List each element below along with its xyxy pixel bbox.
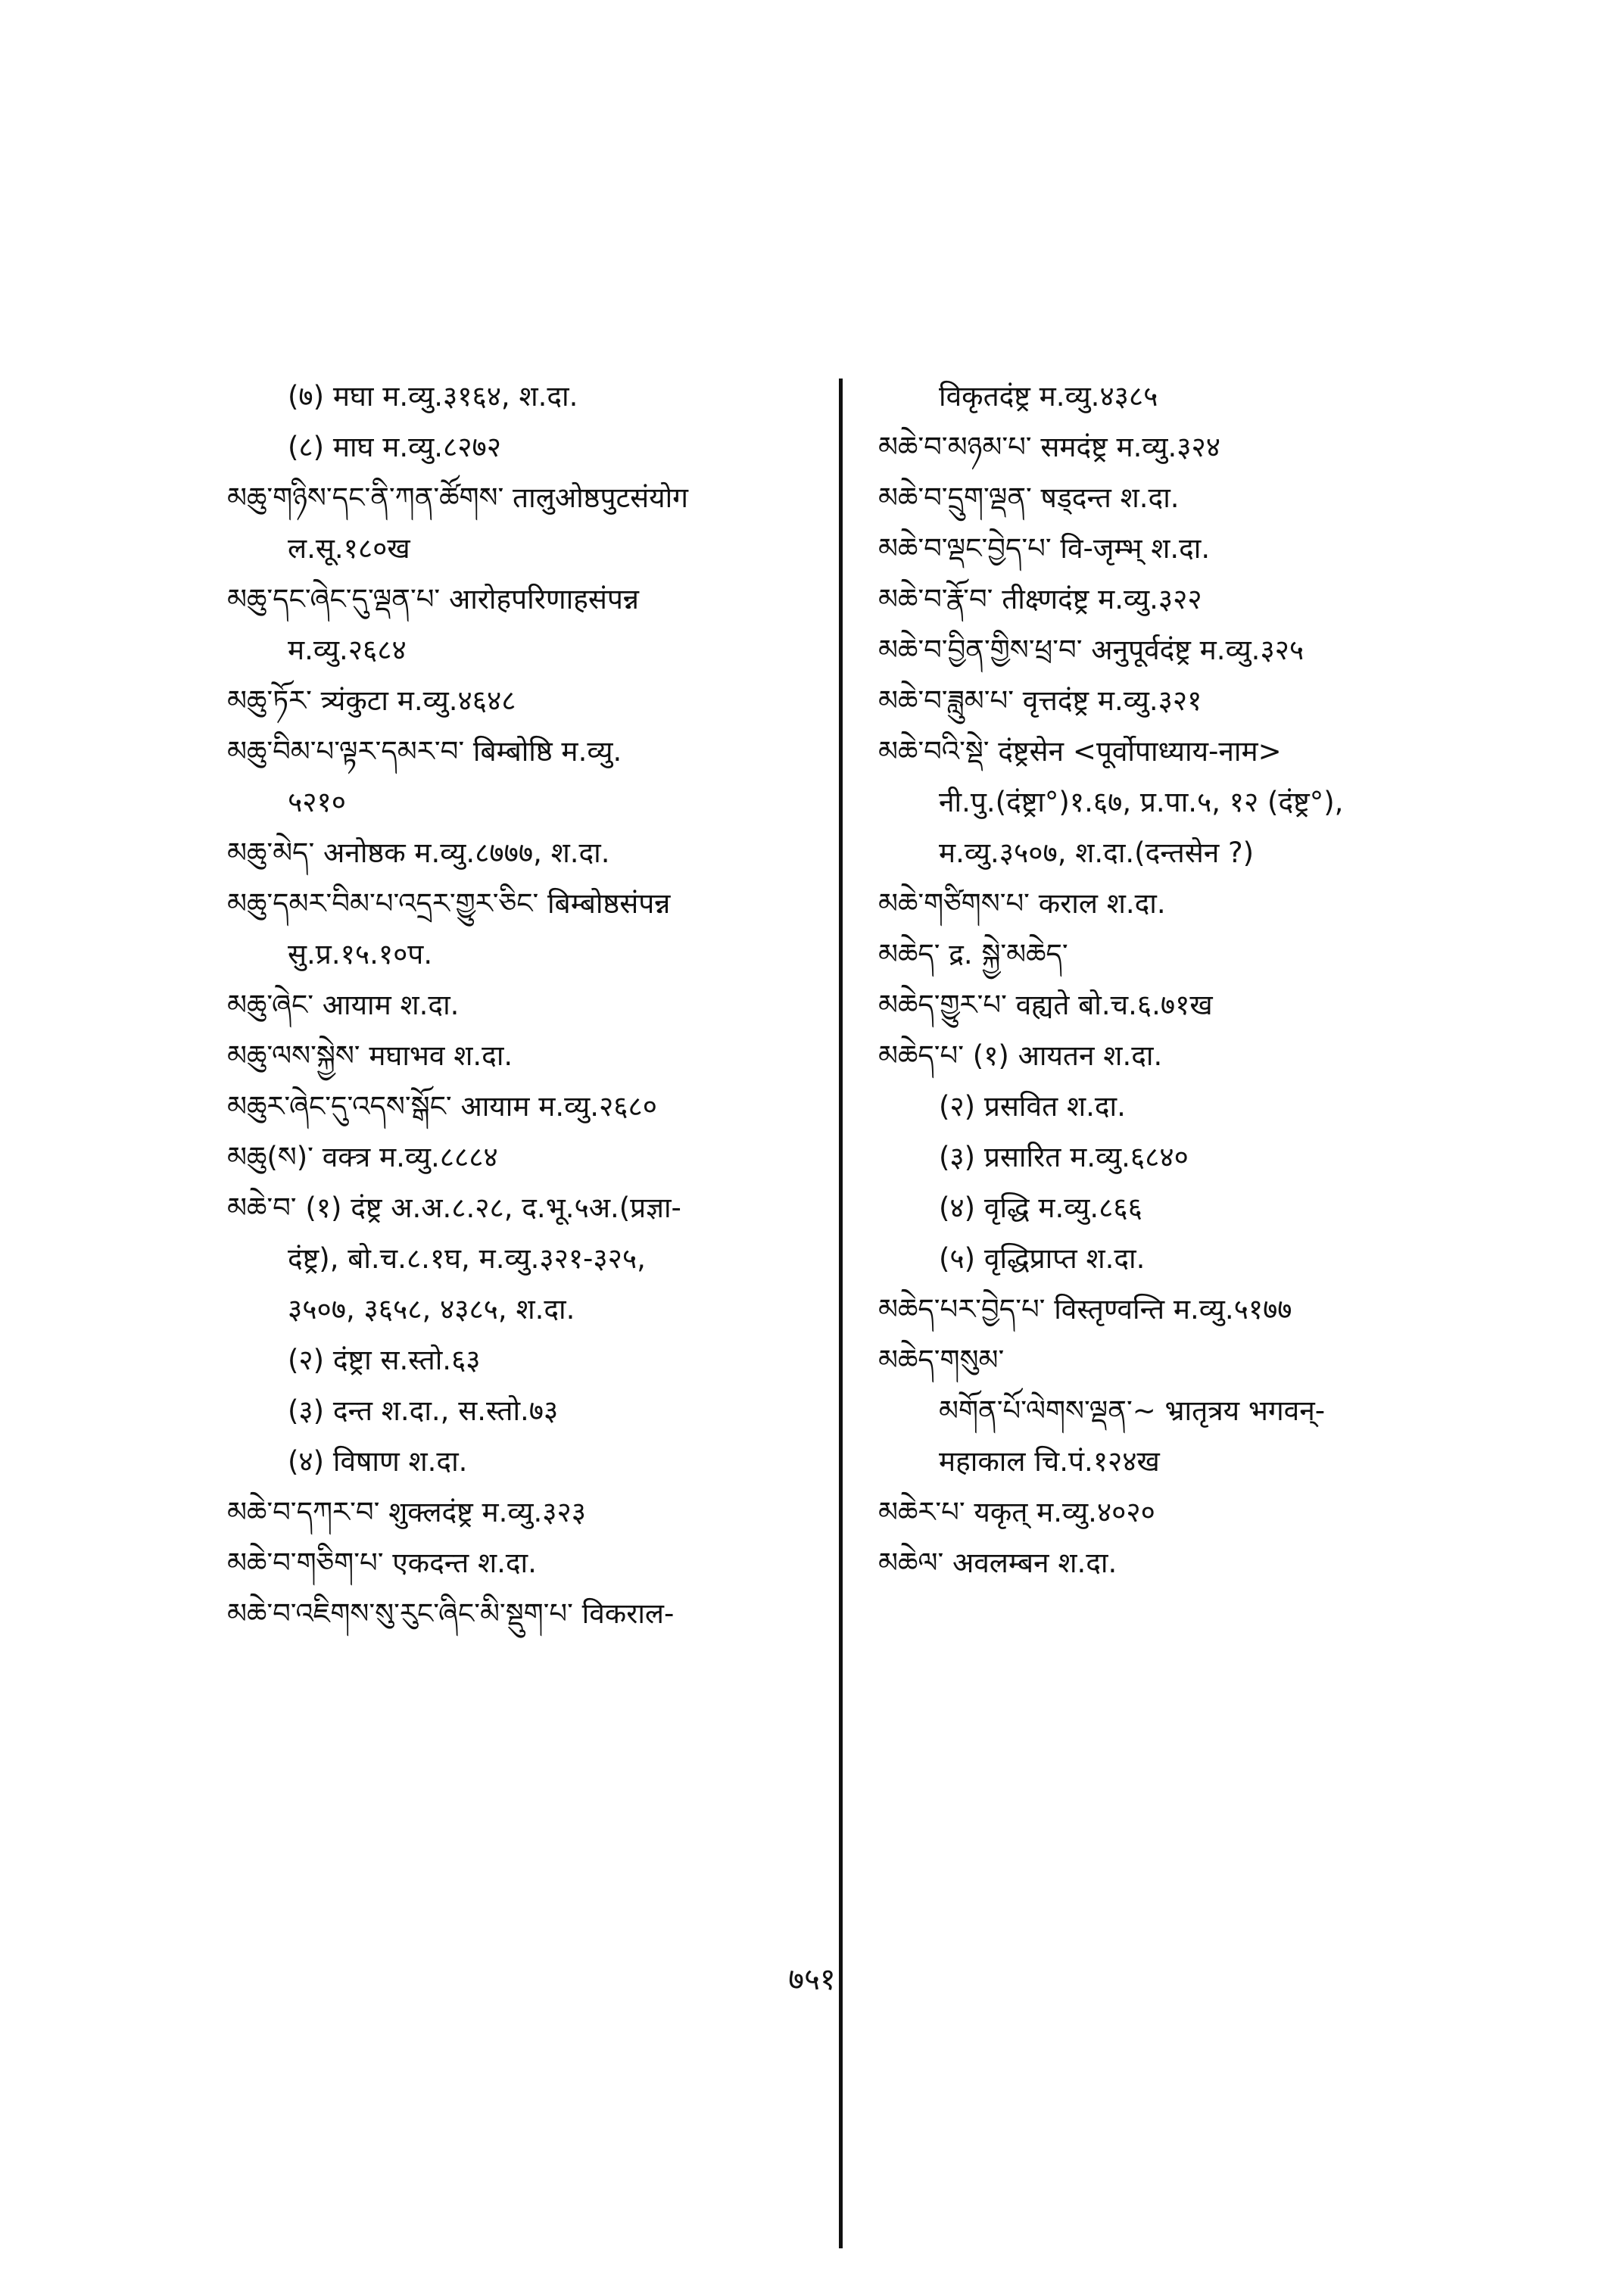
right-column: [878, 371, 1454, 1588]
dictionary-entry-line: མཆུ་བིམ་པ་ལྟར་དམར་བ་ बिम्बोष्ठि म.व्यु.: [227, 735, 622, 768]
dictionary-entry-line: མཆེ་བ་ (१) दंष्ट्र अ.अ.८.२८, द.भू.५अ.(प्रज्ञा-: [227, 1192, 681, 1224]
dictionary-entry-line: ल.सू.१८०ख: [288, 532, 410, 565]
dictionary-entry-line: མཆེ་བ་གཅིག་པ་ एकदन्त श.दा.: [227, 1547, 537, 1579]
dictionary-entry-line: (३) दन्त श.दा., स.स्तो.७३: [288, 1394, 559, 1427]
dictionary-entry-line: མཆེ་བ་མཉམ་པ་ समदंष्ट्र म.व्यु.३२४: [878, 431, 1220, 463]
dictionary-entry-line: མཆེ་བ་རྣོ་བ་ तीक्ष्णदंष्ट्र म.व्यु.३२२: [878, 583, 1202, 615]
dictionary-entry-line: མཆེད་ द्र. སྐྱེ་མཆེད་: [878, 938, 1068, 970]
dictionary-entry-line: མཆེ་གཙིགས་པ་ कराल श.दा.: [878, 887, 1166, 920]
dictionary-entry-line: མཆུ་དམར་བིམ་པ་འདྲར་གྱུར་ཅིང་ बिम्बोष्ठसंपन्न: [227, 887, 671, 920]
dictionary-entry-line: མཆེ་བ་བྱིན་གྱིས་ཕྲ་བ་ अनुपूर्वदंष्ट्र म.व्यु.३२५: [878, 634, 1304, 666]
left-column: [227, 371, 833, 1639]
dictionary-entry-line: (४) वृद्धि म.व्यु.८६६: [939, 1192, 1142, 1224]
dictionary-entry-line: མཆེད་གྱུར་པ་ वह्यते बो.च.६.७१ख: [878, 989, 1213, 1021]
dictionary-entry-line: མཆེད་པ་ (१) आयतन श.दा.: [878, 1039, 1163, 1072]
dictionary-entry-line: (२) प्रसवित श.दा.: [939, 1090, 1126, 1123]
dictionary-entry-line: (४) विषाण श.दा.: [288, 1445, 468, 1478]
dictionary-entry-line: (७) मघा म.व्यु.३१६४, श.दा.: [288, 380, 578, 413]
dictionary-entry-line: མཆེད་པར་བྱེད་པ་ विस्तृण्वन्ति म.व्यु.५१७७: [878, 1293, 1292, 1326]
dictionary-entry-line: विकृतदंष्ट्र म.व्यु.४३८५: [939, 380, 1158, 413]
dictionary-entry-line: མཆུ(ས)་ वक्त्र म.व्यु.८८८४: [227, 1141, 498, 1173]
dictionary-entry-line: (३) प्रसारित म.व्यु.६८४०: [939, 1141, 1189, 1173]
dictionary-entry-line: མཆུ་དང་ཞེང་དུ་ལྡན་པ་ आरोहपरिणाहसंपन्न: [227, 583, 639, 615]
dictionary-entry-line: महाकाल चि.पं.१२४ख: [939, 1445, 1160, 1478]
dictionary-entry-line: མཆུ་མེད་ अनोष्ठक म.व्यु.८७७७, श.दा.: [227, 837, 610, 869]
dictionary-entry-line: མཆུ་ལས་སྐྱེས་ मघाभव श.दा.: [227, 1039, 513, 1072]
dictionary-entry-line: མཆུ་ཏོར་ त्र्यंकुटा म.व्यु.४६४८: [227, 684, 516, 717]
page-number: ७५१: [788, 1962, 836, 1997]
dictionary-entry-line: མཆེད་གསུམ་: [878, 1344, 1005, 1376]
dictionary-entry-line: མཆུ་ཞེང་ आयाम श.दा.: [227, 989, 460, 1021]
dictionary-entry-line: दंष्ट्र), बो.च.८.१घ, म.व्यु.३२१-३२५,: [288, 1242, 646, 1275]
dictionary-entry-line: ३५०७, ३६५८, ४३८५, श.दा.: [288, 1293, 575, 1326]
dictionary-entry-line: (५) वृद्धिप्राप्त श.दा.: [939, 1242, 1146, 1275]
dictionary-entry-line: མཆེ་བའི་སྡེ་ दंष्ट्रसेन <पूर्वोपाध्याय-नाम>: [878, 735, 1282, 768]
dictionary-entry-line: म.व्यु.३५०७, श.दा.(दन्तसेन ?): [939, 837, 1255, 869]
dictionary-entry-line: མཆེར་པ་ यकृत् म.व्यु.४०२०: [878, 1496, 1155, 1528]
dictionary-entry-line: (८) माघ म.व्यु.८२७२: [288, 431, 501, 463]
dictionary-entry-line: མཆེ་བ་དཀར་བ་ शुक्लदंष्ट्र म.व्यु.३२३: [227, 1496, 587, 1528]
dictionary-entry-line: མཆེ་བ་ཟླུམ་པ་ वृत्तदंष्ट्र म.व्यु.३२१: [878, 684, 1202, 717]
dictionary-entry-line: सु.प्र.१५.१०प.: [288, 938, 433, 970]
dictionary-entry-line: མཆེ་བ་འཇིགས་སུ་རུང་ཞིང་མི་སྡུག་པ་ विकराल-: [227, 1597, 675, 1630]
dictionary-entry-line: (२) दंष्ट्रा स.स्तो.६३: [288, 1344, 481, 1376]
dictionary-entry-line: མཆུར་ཞེང་དུ་འདས་སྒོང་ आयाम म.व्यु.२६८०: [227, 1090, 657, 1123]
dictionary-entry-line: नी.पु.(दंष्ट्रा°)१.६७, प्र.पा.५, १२ (दंष्ट्र°),: [939, 786, 1344, 818]
dictionary-entry-line: མཆེལ་ अवलम्बन श.दा.: [878, 1547, 1117, 1579]
dictionary-entry-line: མཆེ་བ་ལྡང་བྱེད་པ་ वि-जृम्भ् श.दा.: [878, 532, 1211, 565]
dictionary-entry-line: ५२१०: [288, 786, 346, 818]
dictionary-entry-line: མཆེ་བ་དྲུག་ལྡན་ षड्दन्त श.दा.: [878, 481, 1180, 514]
dictionary-entry-line: མགོན་པོ་ལེགས་ལྡན་~ भ्रातृत्रय भगवन्-: [939, 1394, 1326, 1427]
dictionary-entry-line: म.व्यु.२६८४: [288, 634, 407, 666]
dictionary-entry-line: མཆུ་གཉིས་དང་ནི་ཀན་ཚོགས་ तालुओष्ठपुटसंयोग: [227, 481, 689, 514]
